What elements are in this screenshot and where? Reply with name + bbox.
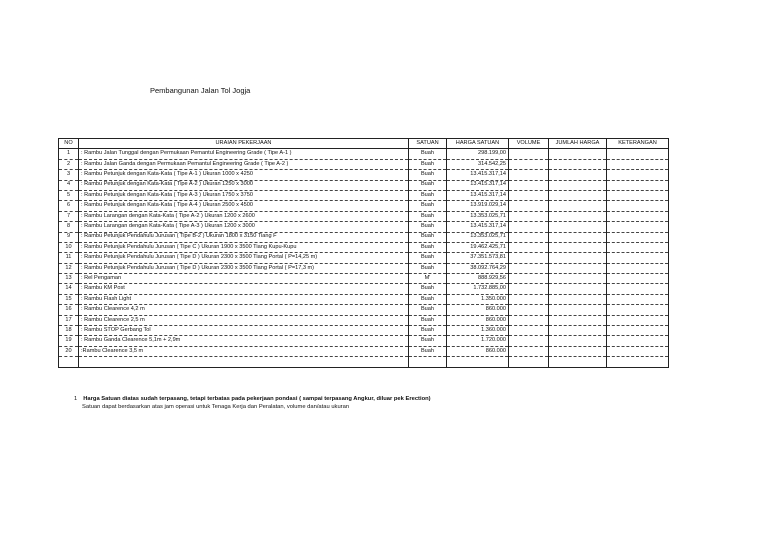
note-line-2: Satuan dapat berdasarkan atas jam operasi untuk Tenaga Kerja dan Peralatan, volume dan/atau ukuran (82, 404, 350, 410)
cell-satuan: M' (409, 274, 447, 284)
table-row (59, 149, 669, 159)
empty-cell (549, 357, 607, 367)
cell-jumlah-harga (549, 201, 607, 211)
cell-jumlah-harga (549, 170, 607, 180)
cell-keterangan (607, 284, 669, 294)
price-table-container (58, 138, 669, 368)
cell-uraian: :Rambu Clearence 3,5 m (79, 346, 409, 356)
table-row (59, 326, 669, 336)
cell-jumlah-harga (549, 263, 607, 273)
header-jumlah-harga: JUMLAH HARGA (549, 139, 607, 149)
cell-harga-satuan: 13.415.317,14 (447, 222, 509, 232)
cell-uraian: : Rambu Petunjuk Pendahulu Jurusan ( Tipe C ) Ukuran 1900 x 3500 Tiang Kupu-Kupu (79, 242, 409, 252)
cell-no: 7 (59, 211, 79, 221)
cell-no: 2 (59, 159, 79, 169)
table-row (59, 180, 669, 190)
table-row (59, 294, 669, 304)
cell-volume (509, 315, 549, 325)
cell-volume (509, 242, 549, 252)
notes-section (74, 396, 431, 410)
cell-no: 14 (59, 284, 79, 294)
table-header-row (59, 139, 669, 149)
table-row (59, 232, 669, 242)
table-body (59, 149, 669, 367)
document-title: Pembangunan Jalan Tol Jogja (150, 86, 251, 95)
cell-volume (509, 149, 549, 159)
cell-no: 19 (59, 336, 79, 346)
cell-jumlah-harga (549, 274, 607, 284)
table-row (59, 274, 669, 284)
cell-keterangan (607, 232, 669, 242)
cell-volume (509, 190, 549, 200)
cell-volume (509, 201, 549, 211)
table-row (59, 190, 669, 200)
cell-uraian: : Rambu Petunjuk dengan Kata-Kata ( Tipe A-3 ) Ukuran 1750 x 3750 (79, 190, 409, 200)
cell-volume (509, 222, 549, 232)
cell-uraian: : Rambu Petunjuk Pendahulu Jurusan ( Tipe D ) Ukuran 2300 x 3500 Tiang Portal ( P=17,3 m) (79, 263, 409, 273)
cell-harga-satuan: 37.351.573,81 (447, 253, 509, 263)
empty-cell (59, 357, 79, 367)
table-row-empty (59, 357, 669, 367)
cell-volume (509, 305, 549, 315)
header-satuan: SATUAN (409, 139, 447, 149)
cell-volume (509, 180, 549, 190)
cell-no: 17 (59, 315, 79, 325)
cell-satuan: Buah (409, 315, 447, 325)
cell-volume (509, 284, 549, 294)
cell-satuan: Buah (409, 326, 447, 336)
cell-uraian: : Rambu STOP Gerbang Tol (79, 326, 409, 336)
cell-harga-satuan: 38.092.764,29 (447, 263, 509, 273)
cell-keterangan (607, 180, 669, 190)
cell-harga-satuan: 860.000 (447, 346, 509, 356)
cell-no: 6 (59, 201, 79, 211)
cell-uraian: : Rambu Petunjuk Pendahulu Jurusan ( Tipe B-2 ) Ukuran 1800 x 3150 Tiang F (79, 232, 409, 242)
table-row (59, 336, 669, 346)
cell-volume (509, 159, 549, 169)
cell-volume (509, 336, 549, 346)
cell-keterangan (607, 315, 669, 325)
cell-keterangan (607, 305, 669, 315)
cell-satuan: Buah (409, 180, 447, 190)
cell-keterangan (607, 149, 669, 159)
cell-harga-satuan: 13.415.317,14 (447, 170, 509, 180)
cell-satuan: Buah (409, 242, 447, 252)
cell-jumlah-harga (549, 190, 607, 200)
cell-harga-satuan: 13.415.317,14 (447, 180, 509, 190)
cell-no: 16 (59, 305, 79, 315)
cell-harga-satuan: 1.350.000 (447, 294, 509, 304)
cell-harga-satuan: 314.542,25 (447, 159, 509, 169)
cell-jumlah-harga (549, 305, 607, 315)
table-row (59, 284, 669, 294)
cell-jumlah-harga (549, 326, 607, 336)
cell-keterangan (607, 263, 669, 273)
cell-jumlah-harga (549, 180, 607, 190)
cell-jumlah-harga (549, 159, 607, 169)
cell-no: 3 (59, 170, 79, 180)
cell-uraian: : Rambu Petunjuk dengan Kata-Kata ( Tipe A-1 ) Ukuran 1000 x 4250 (79, 170, 409, 180)
header-uraian: URAIAN PEKERJAAN (79, 139, 409, 149)
empty-cell (509, 357, 549, 367)
cell-volume (509, 253, 549, 263)
cell-uraian: : Rambu Jalan Ganda dengan Permukaan Pemantul Engineering Grade ( Tipe A-2 ) (79, 159, 409, 169)
empty-cell (409, 357, 447, 367)
cell-satuan: Buah (409, 222, 447, 232)
cell-satuan: Buah (409, 170, 447, 180)
cell-harga-satuan: 1.732.885,00 (447, 284, 509, 294)
cell-jumlah-harga (549, 284, 607, 294)
cell-satuan: Buah (409, 232, 447, 242)
table-row (59, 263, 669, 273)
table-row (59, 211, 669, 221)
cell-uraian: : Rel Pengaman (79, 274, 409, 284)
cell-satuan: Buah (409, 190, 447, 200)
header-harga-satuan: HARGA SATUAN (447, 139, 509, 149)
cell-jumlah-harga (549, 336, 607, 346)
cell-satuan: Buah (409, 159, 447, 169)
cell-satuan: Buah (409, 336, 447, 346)
price-table (58, 138, 669, 368)
cell-uraian: : Rambu Clearence 4,2 m (79, 305, 409, 315)
cell-uraian: : Rambu Petunjuk dengan Kata-Kata ( Tipe A-2 ) Ukuran 1250 x 3000 (79, 180, 409, 190)
empty-cell (447, 357, 509, 367)
cell-keterangan (607, 274, 669, 284)
cell-volume (509, 294, 549, 304)
cell-volume (509, 346, 549, 356)
note-line-1: Harga Satuan diatas sudah terpasang, tetapi terbatas pada pekerjaan pondasi ( sampai terpasang Angkur, diluar pek Erection) (83, 396, 431, 402)
header-keterangan: KETERANGAN (607, 139, 669, 149)
cell-no: 18 (59, 326, 79, 336)
cell-uraian: : Rambu Ganda Clearence 5,1m + 2,9m (79, 336, 409, 346)
cell-uraian: : Rambu Larangan dengan Kata-Kata ( Tipe A-2 ) Ukuran 1200 x 2600 (79, 211, 409, 221)
table-row (59, 222, 669, 232)
cell-no: 9 (59, 232, 79, 242)
cell-harga-satuan: 13.415.317,14 (447, 190, 509, 200)
cell-satuan: Buah (409, 201, 447, 211)
cell-satuan: Buah (409, 149, 447, 159)
cell-keterangan (607, 346, 669, 356)
cell-keterangan (607, 242, 669, 252)
cell-no: 12 (59, 263, 79, 273)
cell-volume (509, 263, 549, 273)
cell-jumlah-harga (549, 242, 607, 252)
cell-jumlah-harga (549, 222, 607, 232)
note-number: 1 (74, 396, 78, 402)
cell-keterangan (607, 211, 669, 221)
cell-keterangan (607, 159, 669, 169)
table-row (59, 201, 669, 211)
table-row (59, 242, 669, 252)
cell-harga-satuan: 1.360.000 (447, 326, 509, 336)
cell-no: 11 (59, 253, 79, 263)
cell-keterangan (607, 222, 669, 232)
cell-no: 13 (59, 274, 79, 284)
table-row (59, 253, 669, 263)
table-row (59, 170, 669, 180)
cell-satuan: Buah (409, 305, 447, 315)
cell-keterangan (607, 326, 669, 336)
cell-uraian: : Rambu Flash Light (79, 294, 409, 304)
cell-satuan: Buah (409, 294, 447, 304)
cell-no: 20 (59, 346, 79, 356)
cell-uraian: : Rambu Larangan dengan Kata-Kata ( Tipe A-3 ) Ukuran 1200 x 3000 (79, 222, 409, 232)
header-no: NO (59, 139, 79, 149)
cell-no: 4 (59, 180, 79, 190)
cell-keterangan (607, 170, 669, 180)
cell-jumlah-harga (549, 149, 607, 159)
cell-harga-satuan: 19.462.425,71 (447, 242, 509, 252)
empty-cell (79, 357, 409, 367)
cell-volume (509, 326, 549, 336)
cell-volume (509, 274, 549, 284)
cell-uraian: : Rambu KM Post (79, 284, 409, 294)
cell-jumlah-harga (549, 253, 607, 263)
cell-no: 5 (59, 190, 79, 200)
cell-satuan: Buah (409, 284, 447, 294)
cell-volume (509, 232, 549, 242)
cell-uraian: : Rambu Petunjuk Pendahulu Jurusan ( Tipe D ) Ukuran 2300 x 3500 Tiang Portal ( P=14,25 m) (79, 253, 409, 263)
cell-satuan: Buah (409, 211, 447, 221)
cell-harga-satuan: 1.720.000 (447, 336, 509, 346)
empty-cell (607, 357, 669, 367)
cell-no: 10 (59, 242, 79, 252)
cell-volume (509, 211, 549, 221)
cell-no: 1 (59, 149, 79, 159)
table-row (59, 346, 669, 356)
table-row (59, 159, 669, 169)
table-row (59, 305, 669, 315)
cell-harga-satuan: 298.199,00 (447, 149, 509, 159)
cell-jumlah-harga (549, 294, 607, 304)
cell-jumlah-harga (549, 211, 607, 221)
cell-volume (509, 170, 549, 180)
cell-jumlah-harga (549, 315, 607, 325)
cell-keterangan (607, 294, 669, 304)
cell-uraian: : Rambu Clearence 2,5 m (79, 315, 409, 325)
cell-harga-satuan: 888.929,56 (447, 274, 509, 284)
cell-harga-satuan: 860.000 (447, 305, 509, 315)
cell-harga-satuan: 13.353.025,71 (447, 211, 509, 221)
cell-no: 8 (59, 222, 79, 232)
cell-jumlah-harga (549, 346, 607, 356)
cell-keterangan (607, 201, 669, 211)
cell-harga-satuan: 13.919.029,14 (447, 201, 509, 211)
cell-uraian: : Rambu Petunjuk dengan Kata-Kata ( Tipe A-4 ) Ukuran 2500 x 4500 (79, 201, 409, 211)
cell-jumlah-harga (549, 232, 607, 242)
cell-satuan: Buah (409, 263, 447, 273)
cell-keterangan (607, 336, 669, 346)
cell-harga-satuan: 860.000 (447, 315, 509, 325)
cell-keterangan (607, 190, 669, 200)
cell-uraian: : Rambu Jalan Tunggal dengan Permukaan Pemantul Engineering Grade ( Tipe A-1 ) (79, 149, 409, 159)
cell-satuan: Buah (409, 253, 447, 263)
cell-keterangan (607, 253, 669, 263)
cell-no: 15 (59, 294, 79, 304)
cell-harga-satuan: 13.353.025,71 (447, 232, 509, 242)
table-row (59, 315, 669, 325)
cell-satuan: Buah (409, 346, 447, 356)
header-volume: VOLUME (509, 139, 549, 149)
